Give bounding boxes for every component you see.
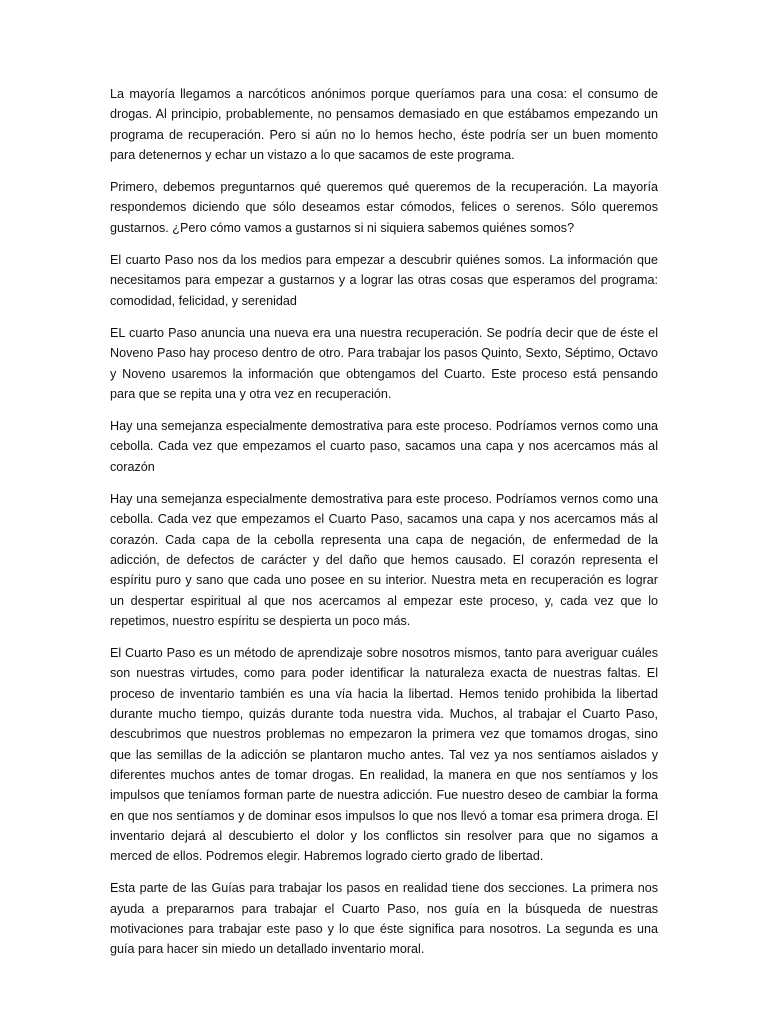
paragraph-5: Hay una semejanza especialmente demostrativa para este proceso. Podríamos vernos como una cebolla. Cada vez que empezamos el cuarto paso, sacamos una capa y nos acercamos más al corazón <box>110 419 658 474</box>
paragraph-2: Primero, debemos preguntarnos qué queremos qué queremos de la recuperación. La mayoría respondemos diciendo que sólo deseamos estar cómodos, felices o serenos. Sólo queremos gustarnos. ¿Pero cómo vamos a gustarnos si ni siquiera sabemos quiénes somos? <box>110 180 658 235</box>
paragraph-8: Esta parte de las Guías para trabajar los pasos en realidad tiene dos secciones. La primera nos ayuda a prepararnos para trabajar el Cuarto Paso, nos guía en la búsqueda de nuestras motivaciones para trabajar este paso y lo que éste significa para nosotros. La segunda es una guía para hacer sin miedo un detallado inventario moral. <box>110 881 658 957</box>
paragraph-3: El cuarto Paso nos da los medios para empezar a descubrir quiénes somos. La información que necesitamos para empezar a gustarnos y a lograr las otras cosas que esperamos del programa: comodidad, felicidad, y serenidad <box>110 253 658 308</box>
paragraph-7: El Cuarto Paso es un método de aprendizaje sobre nosotros mismos, tanto para averiguar cuáles son nuestras virtudes, como para poder identificar la naturaleza exacta de nuestras faltas. El proceso de inventario también es una vía hacia la libertad. Hemos tenido prohibida la libertad durante mucho tiempo, quizás durante toda nuestra vida. Muchos, al trabajar el Cuarto Paso, descubrimos que nuestros problemas no empezaron la primera vez que tomamos drogas, sino que las semillas de la adicción se plantaron mucho antes. Tal vez ya nos sentíamos aislados y diferentes muchos antes de tomar drogas. En realidad, la manera en que nos sentíamos y los impulsos que teníamos forman parte de nuestra adicción. Fue nuestro deseo de cambiar la forma en que nos sentíamos y de dominar esos impulsos lo que nos llevó a tomar esa primera droga. El inventario dejará al descubierto el dolor y los conflictos sin resolver para que no sigamos a merced de ellos. Podremos elegir. Habremos logrado cierto grado de libertad. <box>110 646 658 864</box>
document-page <box>110 84 658 972</box>
paragraph-1: La mayoría llegamos a narcóticos anónimos porque queríamos para una cosa: el consumo de drogas. Al principio, probablemente, no pensamos demasiado en que estábamos empezando un programa de recuperación. Pero si aún no lo hemos hecho, éste podría ser un buen momento para detenernos y echar un vistazo a lo que sacamos de este programa. <box>110 87 658 162</box>
paragraph-4: EL cuarto Paso anuncia una nueva era una nuestra recuperación. Se podría decir que de éste el Noveno Paso hay proceso dentro de otro. Para trabajar los pasos Quinto, Sexto, Séptimo, Octavo y Noveno usaremos la información que obtengamos del Cuarto. Este proceso está pensando para que se repita una y otra vez en recuperación. <box>110 325 658 401</box>
paragraph-6: Hay una semejanza especialmente demostrativa para este proceso. Podríamos vernos como una cebolla. Cada vez que empezamos el Cuarto Paso, sacamos una capa y nos acercamos más al corazón. Cada capa de la cebolla representa una capa de negación, de enfermedad de la adicción, de defectos de carácter y del daño que hemos causado. El corazón representa el espíritu puro y sano que cada uno posee en su interior. Nuestra meta en recuperación es lograr un despertar espiritual al que nos acercamos al empezar este proceso, y, cada vez que lo repetimos, nuestro espíritu se despierta un poco más. <box>110 492 658 628</box>
